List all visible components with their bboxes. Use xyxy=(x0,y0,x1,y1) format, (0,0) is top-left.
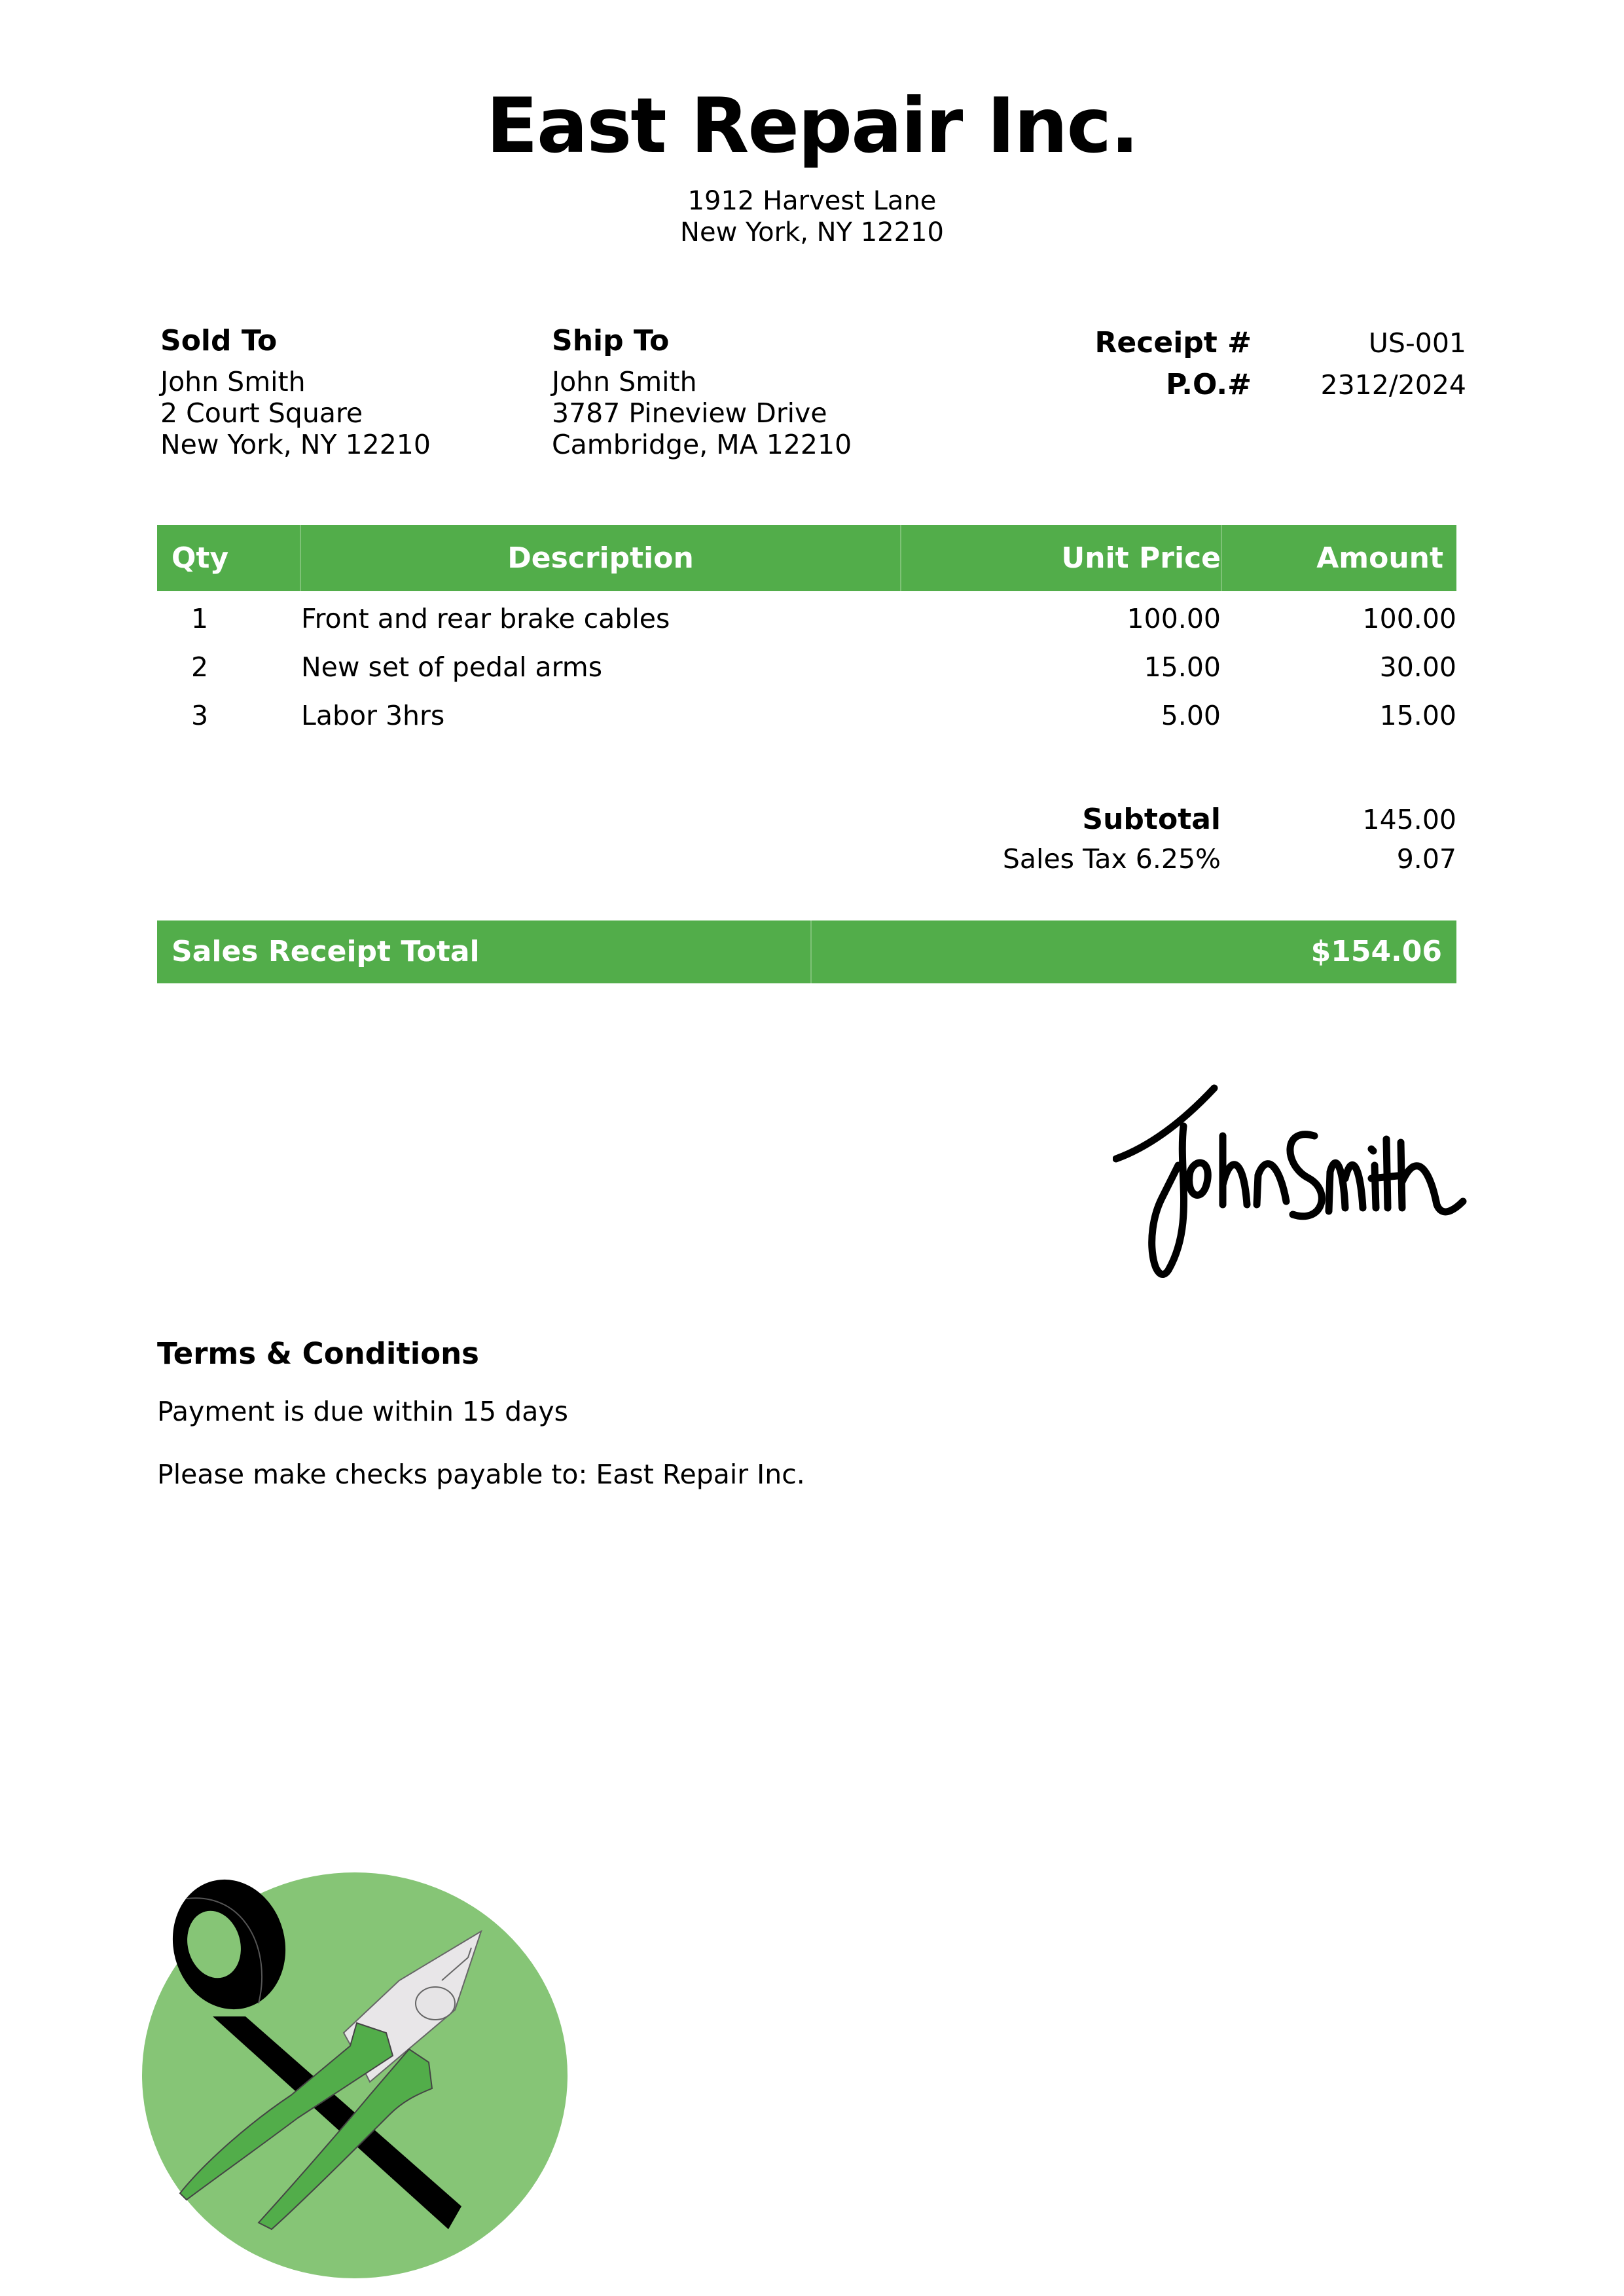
company-address xyxy=(0,185,1624,248)
total-value: $154.06 xyxy=(1310,935,1442,968)
header-qty: Qty xyxy=(171,541,229,575)
row-unit-price: 5.00 xyxy=(1161,700,1221,731)
row-description: Front and rear brake cables xyxy=(301,603,670,634)
sold-to-block xyxy=(160,323,431,460)
sales-tax-value: 9.07 xyxy=(1396,843,1456,875)
tape-and-pliers-icon xyxy=(141,1872,569,2278)
row-qty: 2 xyxy=(190,651,209,683)
ship-to-line2: Cambridge, MA 12210 xyxy=(552,429,852,460)
row-unit-price: 15.00 xyxy=(1144,651,1221,683)
company-address-line2: New York, NY 12210 xyxy=(680,217,944,247)
sold-to-heading: Sold To xyxy=(160,324,278,357)
row-unit-price: 100.00 xyxy=(1127,603,1221,634)
company-name: East Repair Inc. xyxy=(486,82,1138,170)
row-amount: 15.00 xyxy=(1379,700,1456,731)
total-divider xyxy=(810,920,812,983)
po-number-value: 2312/2024 xyxy=(1320,369,1466,401)
header-description: Description xyxy=(507,541,694,575)
sold-to-name: John Smith xyxy=(160,366,306,397)
sales-tax-label: Sales Tax 6.25% xyxy=(1002,843,1221,875)
row-amount: 30.00 xyxy=(1379,651,1456,683)
receipt-number-value: US-001 xyxy=(1368,327,1466,359)
ship-to-line1: 3787 Pineview Drive xyxy=(552,397,827,429)
receipt-number-label: Receipt # xyxy=(1094,326,1252,359)
ship-to-block xyxy=(552,323,852,460)
ship-to-name: John Smith xyxy=(552,366,697,397)
ship-to-heading: Ship To xyxy=(552,324,670,357)
terms-line: Payment is due within 15 days xyxy=(157,1396,568,1427)
table-row xyxy=(157,691,1456,740)
total-label: Sales Receipt Total xyxy=(171,935,480,968)
header-unit-price: Unit Price xyxy=(1061,541,1221,575)
subtotal-value: 145.00 xyxy=(1362,804,1456,835)
subtotal-label: Subtotal xyxy=(1082,803,1221,836)
total-bar xyxy=(157,920,1456,983)
terms-line: Please make checks payable to: East Repair Inc. xyxy=(157,1459,805,1490)
table-row xyxy=(157,594,1456,643)
terms-section xyxy=(157,1334,805,1494)
company-address-line1: 1912 Harvest Lane xyxy=(687,186,937,216)
table-row xyxy=(157,643,1456,691)
sold-to-line1: 2 Court Square xyxy=(160,397,363,429)
signature xyxy=(1113,1074,1479,1296)
sold-to-line2: New York, NY 12210 xyxy=(160,429,431,460)
row-amount: 100.00 xyxy=(1362,603,1456,634)
row-description: Labor 3hrs xyxy=(301,700,445,731)
header-amount: Amount xyxy=(1316,541,1443,575)
row-qty: 3 xyxy=(190,700,209,731)
row-qty: 1 xyxy=(190,603,209,634)
po-number-label: P.O.# xyxy=(1166,368,1252,401)
items-table-header xyxy=(157,525,1456,591)
company-logo xyxy=(141,1872,569,2278)
signature-icon xyxy=(1113,1074,1479,1296)
terms-heading: Terms & Conditions xyxy=(157,1336,479,1371)
row-description: New set of pedal arms xyxy=(301,651,603,683)
